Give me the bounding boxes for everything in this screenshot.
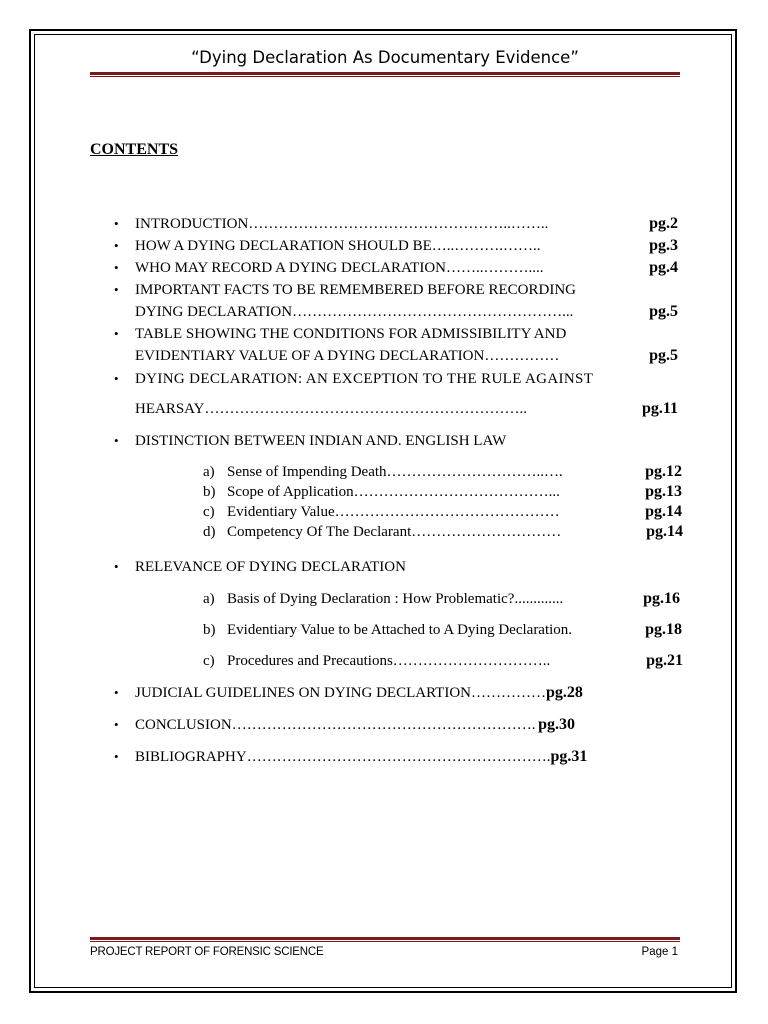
footer-page-number: Page 1 [641,946,678,958]
toc-item-label-line2: DYING DECLARATION [135,304,293,320]
table-of-contents [90,213,683,768]
toc-page-number: pg.14 [645,503,682,520]
toc-item-conclusion[interactable] [90,714,577,736]
toc-leader-dots: ……………………………………… [334,504,560,520]
toc-item-judicial-guidelines[interactable] [90,682,583,704]
toc-subitem-evidentiary-attached[interactable] [90,619,680,641]
toc-item-label-line2: EVIDENTIARY VALUE OF A DYING DECLARATION [135,348,485,364]
toc-page-number: pg.18 [645,621,682,638]
toc-item-label: JUDICIAL GUIDELINES ON DYING DECLARTION [135,685,471,701]
bullet-icon: • [114,433,119,448]
footer-rule-thick [90,937,680,940]
toc-item-label: WHO MAY RECORD A DYING DECLARATION……..……….... [135,260,544,276]
toc-page-number: pg.13 [645,483,682,500]
toc-page-number: pg.2 [649,215,678,232]
bullet-icon: • [114,216,119,231]
toc-item-label: IMPORTANT FACTS TO BE REMEMBERED BEFORE RECORDING [135,282,577,298]
sub-item-marker: a) [203,464,215,480]
toc-item-label: TABLE SHOWING THE CONDITIONS FOR ADMISSIBILITY AND [135,326,567,342]
toc-leader-dots: ………………………….. [392,653,551,669]
toc-page-number: pg.14 [646,523,683,540]
toc-item-hearsay-exception[interactable] [90,368,680,420]
toc-item-label: HOW A DYING DECLARATION SHOULD BE…..……….…….. [135,238,541,254]
toc-page-number: pg.21 [646,652,683,669]
toc-subitem-label: Procedures and Precautions [227,653,393,669]
bullet-icon: • [114,559,119,574]
toc-item-label: RELEVANCE OF DYING DECLARATION [135,559,406,575]
toc-page-number: pg.3 [649,237,678,254]
toc-item-label: BIBLIOGRAPHY [135,749,247,765]
sub-item-marker: a) [203,591,215,607]
footer-rule-thin [90,941,680,942]
toc-item-introduction[interactable] [90,213,680,235]
toc-leader-dots: ………………………………………………... [292,304,574,320]
bullet-icon: • [114,371,119,386]
sub-item-marker: c) [203,653,215,669]
toc-subitem-scope[interactable] [90,482,680,502]
toc-subitem-label: Competency Of The Declarant [227,524,412,540]
bullet-icon: • [114,282,119,297]
toc-item-how-should-be[interactable] [90,235,680,257]
bullet-icon: • [114,260,119,275]
toc-subitem-basis[interactable] [90,588,680,610]
toc-subitem-evidentiary-value[interactable] [90,502,680,522]
footer-project-title: PROJECT REPORT OF FORENSIC SCIENCE [90,946,324,958]
toc-page-number: pg.12 [645,463,682,480]
toc-subitem-impending-death[interactable] [90,462,680,482]
toc-item-label: DISTINCTION BETWEEN INDIAN AND. ENGLISH LAW [135,433,507,449]
toc-leader-dots: ……………………………………………………. [246,749,551,765]
toc-item-bibliography[interactable] [90,746,588,768]
toc-item-important-facts[interactable] [90,279,680,323]
toc-leader-dots: …………… [484,348,560,364]
toc-page-number: pg.30 [538,716,575,733]
toc-item-relevance[interactable] [90,556,680,578]
sub-item-marker: b) [203,622,216,638]
toc-page-number: pg.5 [649,347,678,364]
toc-subitem-label: Scope of Application [227,484,354,500]
toc-leader-dots: ............. [514,591,564,607]
bullet-icon: • [114,326,119,341]
bullet-icon: • [114,749,119,764]
toc-item-who-may-record[interactable] [90,257,680,279]
toc-leader-dots: …………………………………... [353,484,560,500]
toc-page-number: pg.28 [546,684,583,701]
toc-subitem-label: Evidentiary Value to be Attached to A Dying Declaration. [227,622,573,638]
sub-item-marker: c) [203,504,215,520]
toc-item-label: INTRODUCTION [135,216,249,232]
sub-item-marker: d) [203,524,216,540]
toc-item-label-line2: HEARSAY [135,401,205,417]
toc-subitem-procedures[interactable] [90,650,683,672]
toc-page-number: pg.5 [649,303,678,320]
toc-leader-dots: ……………………………………………………….. [204,401,527,417]
toc-page-number: pg.4 [649,259,678,276]
bullet-icon: • [114,238,119,253]
toc-subitem-label: Evidentiary Value [227,504,335,520]
sub-item-marker: b) [203,484,216,500]
toc-item-label: CONCLUSION [135,717,232,733]
toc-leader-dots: ………………………… [411,524,562,540]
toc-item-distinction[interactable] [90,430,680,452]
header-title: “Dying Declaration As Documentary Evidence” [191,48,579,67]
header-rule-thick [90,72,680,75]
toc-page-number: pg.11 [641,400,678,417]
toc-item-label: DYING DECLARATION: AN EXCEPTION TO THE RULE AGAINST [135,371,594,387]
toc-page-number: pg.31 [550,748,588,765]
bullet-icon: • [114,717,119,732]
bullet-icon: • [114,685,119,700]
contents-heading: CONTENTS [90,141,179,158]
toc-item-table-showing[interactable] [90,323,680,367]
toc-page-number: pg.16 [643,590,680,607]
toc-subitem-competency[interactable] [90,522,683,542]
header-rule-thin [90,76,680,77]
toc-leader-dots: ……………………………………………………. [231,717,536,733]
toc-leader-dots: ……………………………………………..…….. [248,216,549,232]
toc-leader-dots: …………………………..…. [386,464,563,480]
toc-leader-dots: …………… [471,685,546,701]
toc-subitem-label: Basis of Dying Declaration : How Problematic? [227,591,515,607]
toc-subitem-label: Sense of Impending Death [227,464,387,480]
